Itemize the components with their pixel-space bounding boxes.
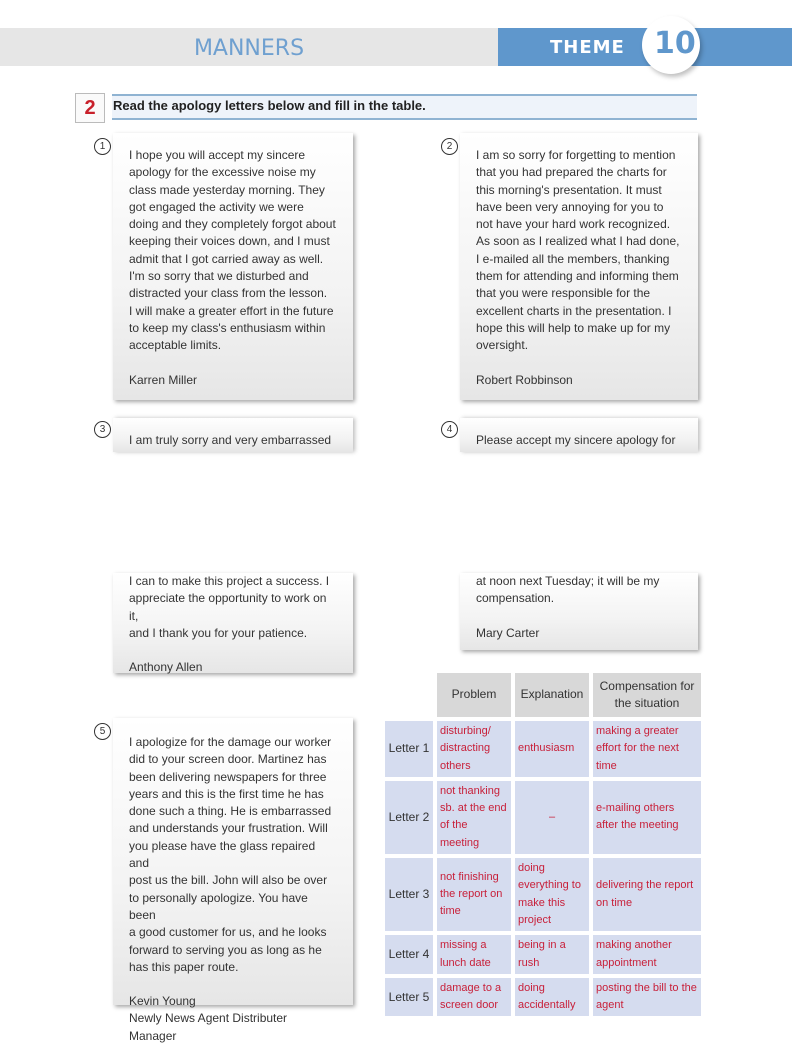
question-number: 2 xyxy=(75,93,105,123)
letter-card-2 xyxy=(460,133,698,400)
column-header: Compensation for the situation xyxy=(593,673,701,717)
column-header: Explanation xyxy=(515,673,589,717)
letter-signature: Karren Miller xyxy=(129,372,198,387)
answer-cell: making another appointment xyxy=(593,935,701,974)
letter-number-2: 2 xyxy=(441,138,458,155)
theme-label: THEME xyxy=(550,37,625,58)
answer-cell: – xyxy=(515,781,589,854)
answer-cell: damage to a screen door xyxy=(437,978,511,1017)
theme-number: 10 xyxy=(654,26,696,61)
answer-cell: enthusiasm xyxy=(515,721,589,777)
letter-number-4: 4 xyxy=(441,421,458,438)
letter-signature: Robert Robbinson xyxy=(476,372,573,387)
letter-body: I apologize for the damage our worker did to your screen door. Martinez has been delivering newspapers for three years and this is the first time he has done such a thing. He is embarrassed and understands your frustration. Will you please have the glass repaired and post us the bill. John will also be over to personally apologize. You have been a good customer for us, and he looks forward to serving you as long as he has this paper route. xyxy=(129,735,332,974)
letter-card-1 xyxy=(113,133,353,400)
answer-cell: being in a rush xyxy=(515,935,589,974)
table-row xyxy=(385,858,701,931)
letter-signature: Mary Carter xyxy=(476,625,540,640)
empty-corner xyxy=(385,673,433,717)
table-row xyxy=(385,781,701,854)
answer-cell: not finishing the report on time xyxy=(437,858,511,931)
answer-table xyxy=(381,669,705,1020)
letter-signature: Anthony Allen xyxy=(129,660,203,675)
table-row xyxy=(385,935,701,974)
letter-number-5: 5 xyxy=(94,723,111,740)
answer-cell: posting the bill to the agent xyxy=(593,978,701,1017)
table-row xyxy=(385,721,701,777)
page-title: MANNERS xyxy=(193,36,305,61)
letter-body: I hope you will accept my sincere apology for the excessive noise my class made yesterday morning. They got engaged the activity we were doing and they completely forgot about keeping their voices down, and I must admit that I got carried away as well. I'm so sorry that we disturbed and distracted your class from the lesson. I will make a greater effort in the future to keep my class's enthusiasm within acceptable limits. xyxy=(129,148,336,353)
letter-body: I am so sorry for forgetting to mention that you had prepared the charts for this morning's presentation. It must have been very annoying for you to not have your hard work recognized. As soon as I realized what I had done, I e-mailed all the members, thanking them for attending and informing them that you were responsible for the excellent charts in the presentation. I hope this will help to make up for my oversight. xyxy=(476,148,680,353)
answer-cell: doing accidentally xyxy=(515,978,589,1017)
row-label: Letter 1 xyxy=(385,721,433,777)
answer-cell: e-mailing others after the meeting xyxy=(593,781,701,854)
answer-cell: doing everything to make this project xyxy=(515,858,589,931)
letter-card-5 xyxy=(113,718,353,1043)
letter-body: I can to make this project a success. I appreciate the opportunity to work on it, and I thank you for your patience. xyxy=(129,574,330,640)
letter-number-1: 1 xyxy=(94,138,111,155)
row-label: Letter 4 xyxy=(385,935,433,974)
letter-card-3-bottom xyxy=(113,573,353,673)
letter-card-3-top xyxy=(113,418,353,452)
letter-body: I am truly sorry and very embarrassed xyxy=(129,433,332,447)
letter-card-4-top xyxy=(460,418,698,452)
row-label: Letter 5 xyxy=(385,978,433,1017)
answer-cell: delivering the report on time xyxy=(593,858,701,931)
answer-cell: missing a lunch date xyxy=(437,935,511,974)
answer-cell: disturbing/ distracting others xyxy=(437,721,511,777)
row-label: Letter 3 xyxy=(385,858,433,931)
row-label: Letter 2 xyxy=(385,781,433,854)
letter-body: at noon next Tuesday; it will be my compensation. xyxy=(476,574,660,606)
table-row xyxy=(385,978,701,1017)
answer-cell: making a greater effort for the next time xyxy=(593,721,701,777)
answer-cell: not thanking sb. at the end of the meeting xyxy=(437,781,511,854)
letter-number-3: 3 xyxy=(94,421,111,438)
instruction-text: Read the apology letters below and fill in the table. xyxy=(113,98,426,113)
letter-card-4-bottom xyxy=(460,573,698,650)
column-header: Problem xyxy=(437,673,511,717)
letter-signature: Kevin Young Newly News Agent Distributer Manager xyxy=(129,994,288,1043)
letter-body: Please accept my sincere apology for xyxy=(476,433,676,447)
